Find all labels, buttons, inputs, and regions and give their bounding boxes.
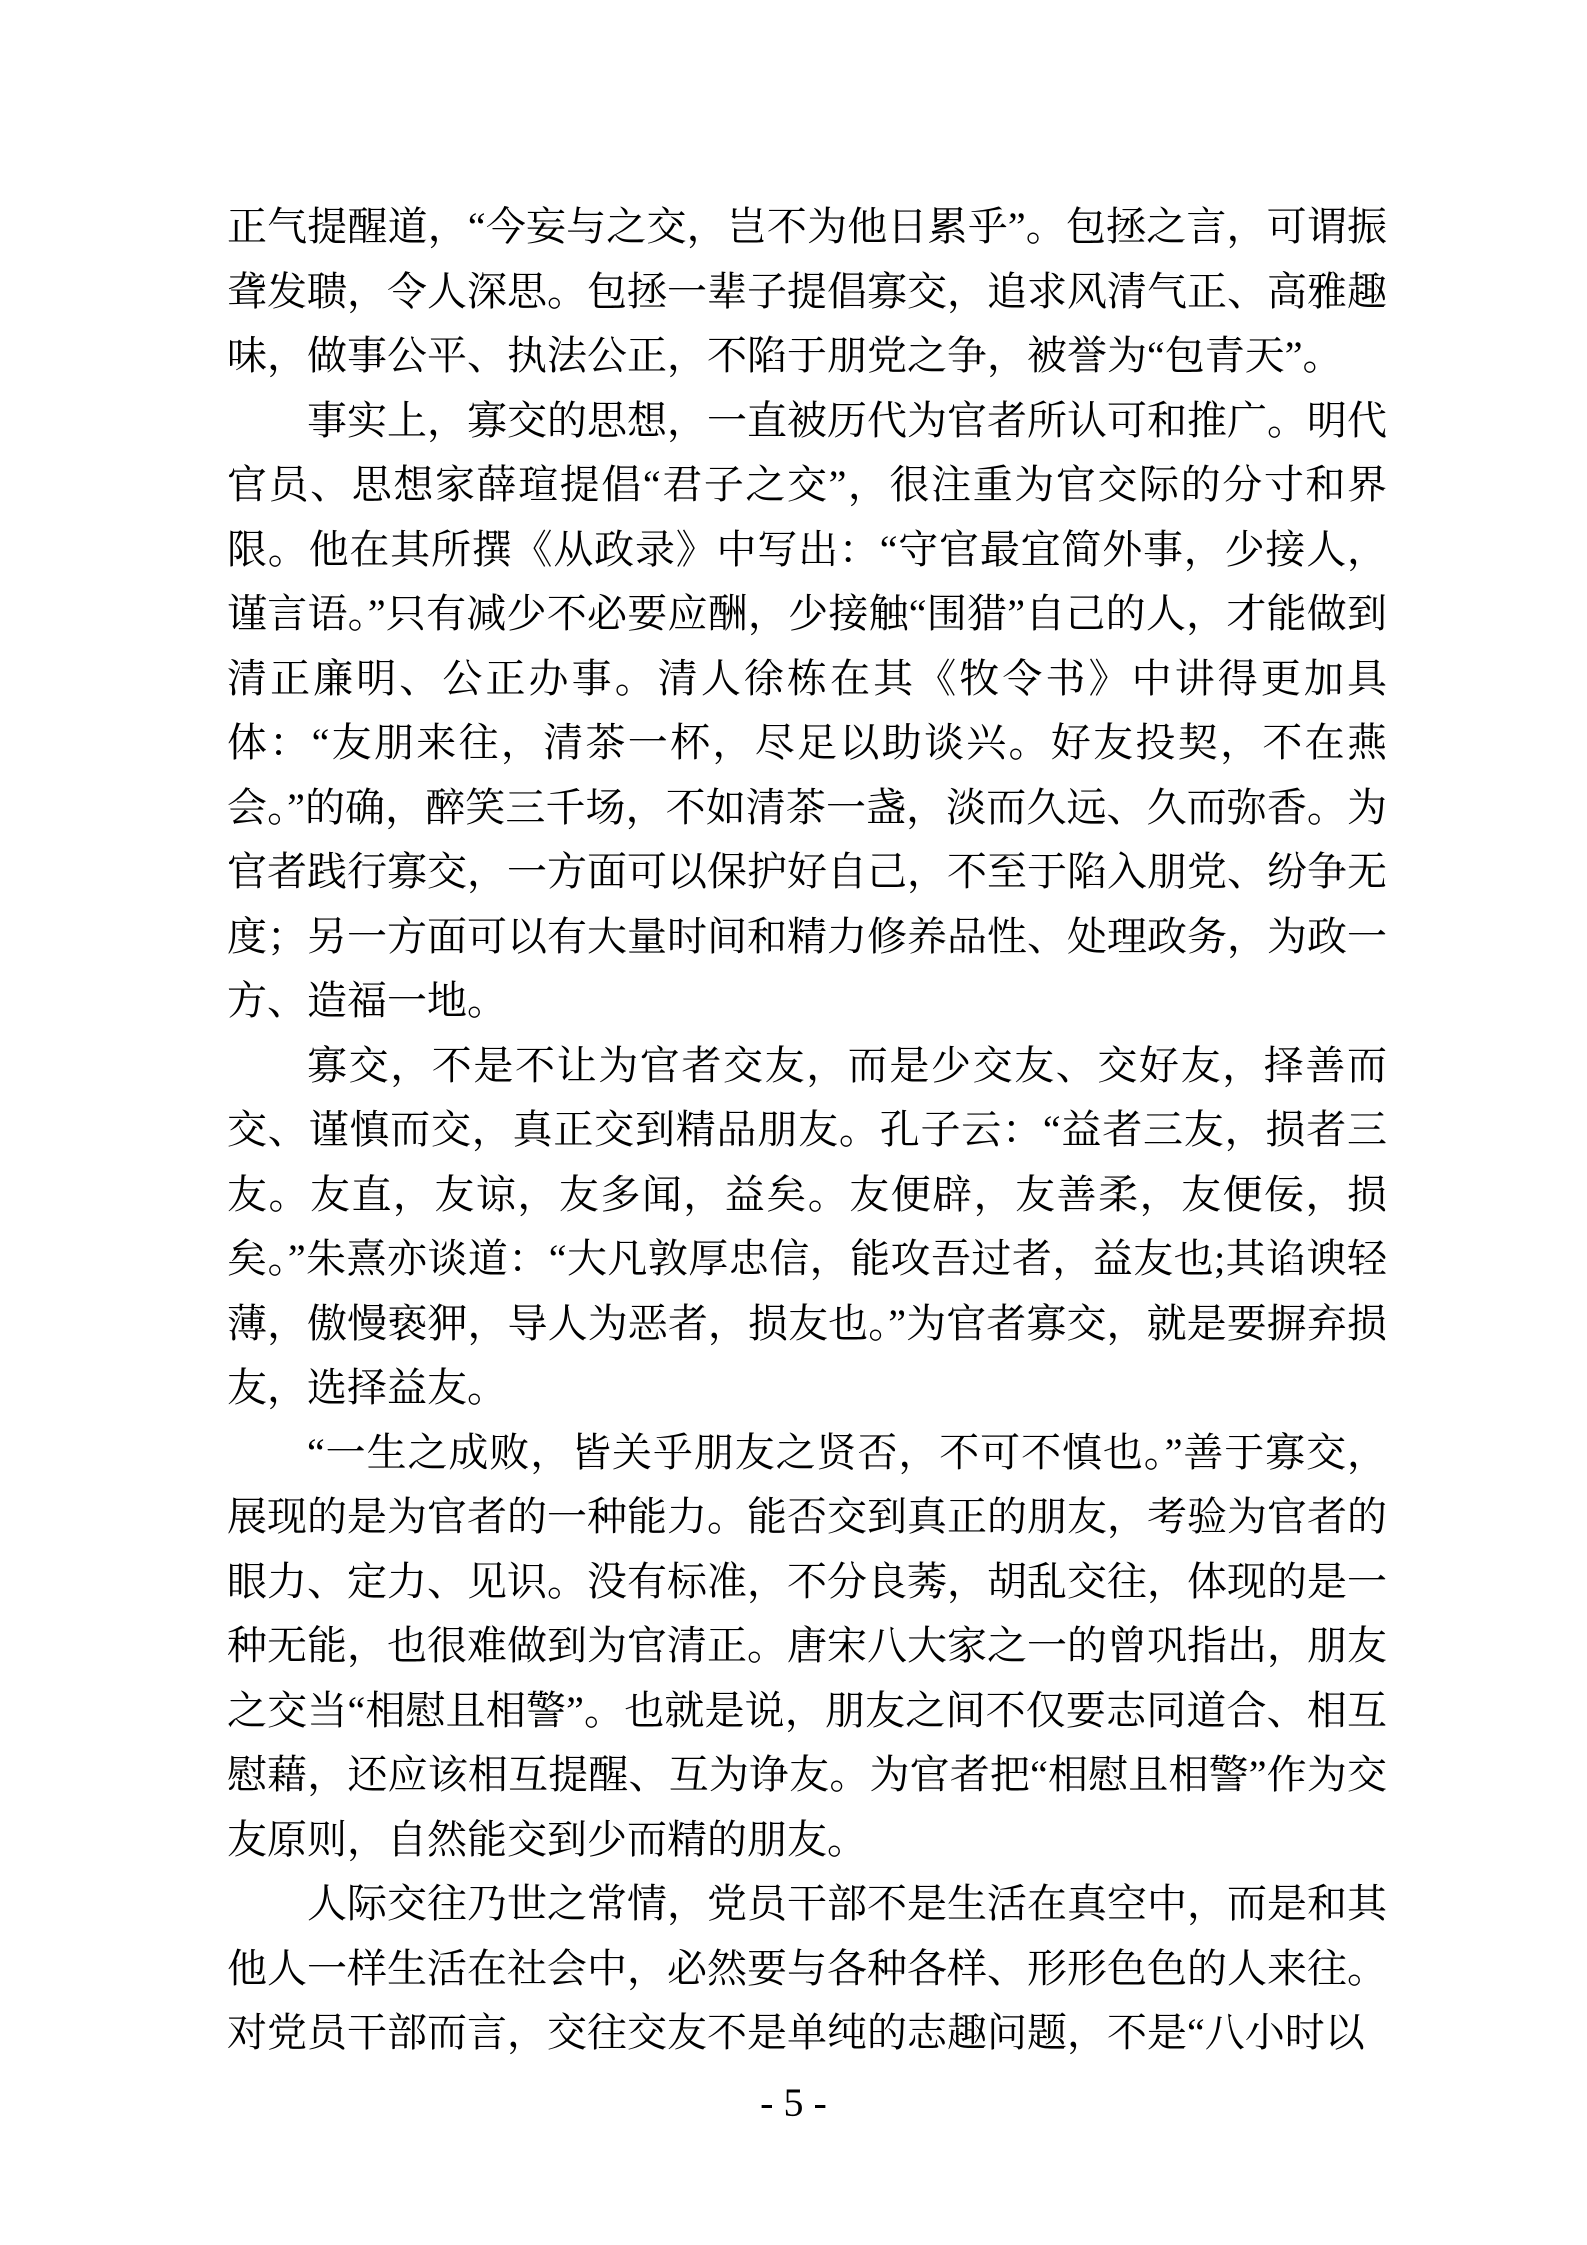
paragraph: 寡交，不是不让为官者交友，而是少交友、交好友，择善而交、谨慎而交，真正交到精品朋友。孔子云：“益者三友，损者三友。友直，友谅，友多闻，益矣。友便辟，友善柔，友便佞，损矣。”朱熹亦谈道：“大凡敦厚忠信，能攻吾过者，益友也;其谄谀轻薄，傲慢亵狎，导人为恶者，损友也。”为官者寡交，就是要摒弃损友，选择益友。 (227, 1042, 1387, 1410)
page-number: - 5 - (760, 2080, 827, 2125)
paragraph: “一生之成败，皆关乎朋友之贤否，不可不慎也。”善于寡交，展现的是为官者的一种能力。能否交到真正的朋友，考验为官者的眼力、定力、见识。没有标准，不分良莠，胡乱交往，体现的是一种无能，也很难做到为官清正。唐宋八大家之一的曾巩指出，朋友之交当“相慰且相警”。也就是说，朋友之间不仅要志同道合、相互慰藉，还应该相互提醒、互为诤友。为官者把“相慰且相警”作为交友原则，自然能交到少而精的朋友。 (227, 1429, 1387, 1862)
document-body (227, 195, 1387, 2066)
paragraph: 正气提醒道，“今妄与之交，岂不为他日累乎”。包拯之言，可谓振聋发聩，令人深思。包拯一辈子提倡寡交，追求风清气正、高雅趣味，做事公平、执法公正，不陷于朋党之争，被誉为“包青天”。 (227, 204, 1387, 378)
page-footer (0, 2081, 1587, 2125)
paragraph: 人际交往乃世之常情，党员干部不是生活在真空中，而是和其他人一样生活在社会中，必然要与各种各样、形形色色的人来往。对党员干部而言，交往交友不是单纯的志趣问题，不是“八小时以 (227, 1881, 1387, 2055)
paragraph: 事实上，寡交的思想，一直被历代为官者所认可和推广。明代官员、思想家薛瑄提倡“君子之交”，很注重为官交际的分寸和界限。他在其所撰《从政录》中写出：“守官最宜简外事，少接人，谨言语。”只有减少不必要应酬，少接触“围猎”自己的人，才能做到清正廉明、公正办事。清人徐栋在其《牧令书》中讲得更加具体：“友朋来往，清茶一杯，尽足以助谈兴。好友投契，不在燕会。”的确，醉笑三千场，不如清茶一盏，淡而久远、久而弥香。为官者践行寡交，一方面可以保护好自己，不至于陷入朋党、纷争无度；另一方面可以有大量时间和精力修养品性、处理政务，为政一方、造福一地。 (227, 397, 1387, 1023)
